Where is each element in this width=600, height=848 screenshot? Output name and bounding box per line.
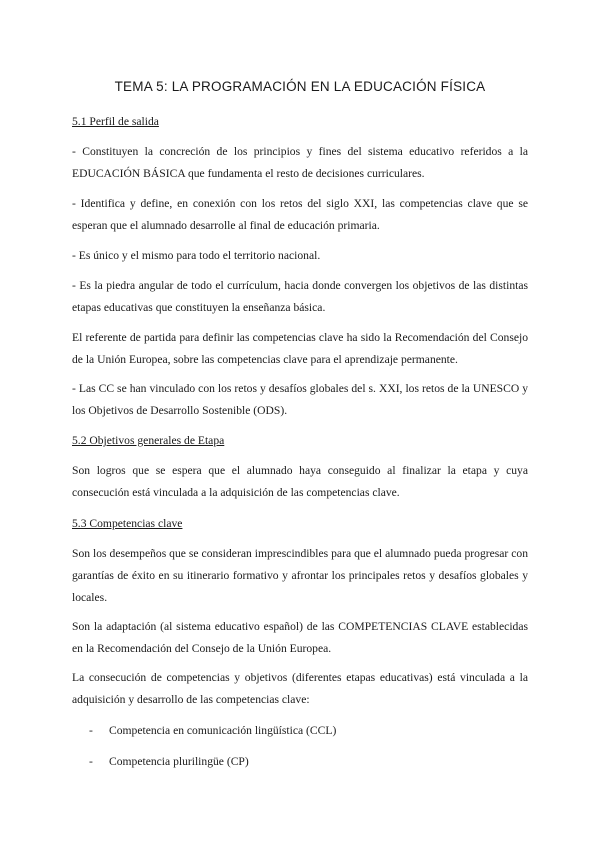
list-item-text: Competencia en comunicación lingüística (CCL) xyxy=(109,724,337,737)
section-heading-objetivos: 5.2 Objetivos generales de Etapa xyxy=(72,434,225,447)
paragraph: Son los desempeños que se consideran imprescindibles para que el alumnado pueda progresar con garantías de éxito en su itinerario formativo y afrontar los principales retos y desafíos globales y locales. xyxy=(72,547,528,604)
bullet-marker: - xyxy=(89,755,93,768)
paragraph: - Constituyen la concreción de los principios y fines del sistema educativo referidos a la EDUCACIÓN BÁSICA que fundamenta el resto de decisiones curriculares. xyxy=(72,145,528,180)
list-item xyxy=(89,720,336,742)
list-item xyxy=(89,751,249,773)
paragraph: - Es la piedra angular de todo el currículum, hacia donde convergen los objetivos de las distintas etapas educativas que constituyen la enseñanza básica. xyxy=(72,279,528,314)
paragraph: Son la adaptación (al sistema educativo español) de las COMPETENCIAS CLAVE establecidas en la Recomendación del Consejo de la Unión Europea. xyxy=(72,620,528,655)
paragraph: - Es único y el mismo para todo el territorio nacional. xyxy=(72,249,321,262)
paragraph: Son logros que se espera que el alumnado haya conseguido al finalizar la etapa y cuya consecución está vinculada a la adquisición de las competencias clave. xyxy=(72,464,528,499)
page-title: TEMA 5: LA PROGRAMACIÓN EN LA EDUCACIÓN FÍSICA xyxy=(114,79,486,94)
section-heading-perfil-salida: 5.1 Perfil de salida xyxy=(72,115,159,128)
paragraph: El referente de partida para definir las competencias clave ha sido la Recomendación del Consejo de la Unión Europea, sobre las competencias clave para el aprendizaje permanente. xyxy=(72,331,528,366)
paragraph: - Las CC se han vinculado con los retos y desafíos globales del s. XXI, los retos de la UNESCO y los Objetivos de Desarrollo Sostenible (ODS). xyxy=(72,382,528,417)
list-item-text: Competencia plurilingüe (CP) xyxy=(109,755,249,768)
section-heading-competencias: 5.3 Competencias clave xyxy=(72,517,183,530)
bullet-marker: - xyxy=(89,724,93,737)
paragraph: - Identifica y define, en conexión con los retos del siglo XXI, las competencias clave que se esperan que el alumnado desarrolle al final de educación primaria. xyxy=(72,197,528,232)
paragraph: La consecución de competencias y objetivos (diferentes etapas educativas) está vinculada a la adquisición y desarrollo de las competencias clave: xyxy=(72,671,528,706)
